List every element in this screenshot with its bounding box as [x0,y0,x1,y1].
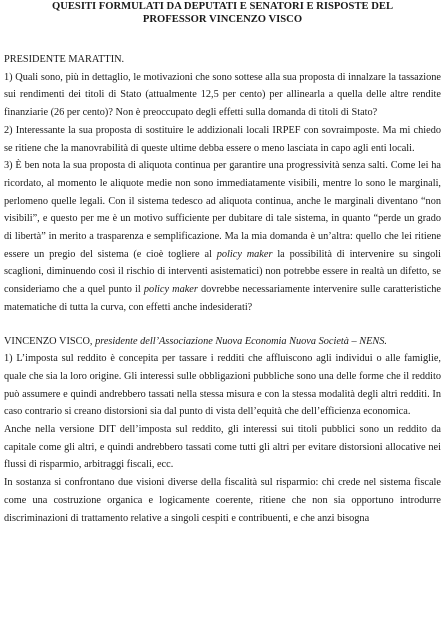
question-1: 1) Quali sono, più in dettaglio, le motivazioni che sono sottese alla sua proposta di innalzare la tassazione sui rendimenti dei titoli di Stato (attualmente 12,5 per cento) per allinearla a quella delle altre rendite finanziarie (26 per cento)? Non è preoccupato degli effetti sulla domanda di titoli di Stato? [4,71,441,119]
document-page [4,0,441,632]
speaker-visco-role: presidente dell’Associazione Nuova Economia Nuova Società – NENS. [95,335,387,347]
document-title [4,0,441,26]
question-3-part-c: dovrebbe necessariamente intervenire sulle caratteristiche matematiche di tutta la curva, con effetti anche indesiderati? [4,284,441,313]
speaker-visco: VINCENZO VISCO, [4,335,93,347]
policy-maker-term-2: policy maker [143,284,198,296]
question-3-part-a: 3) È ben nota la sua proposta di aliquota continua per garantire una progressività senza salti. Come lei ha ricordato, al momento le aliquote medie non sono immediatamente visibili, mentre lo sono le marginali, perlomeno quelle legali. Con il sistema tedesco ad aliquota continua, anche le marginali diventano “non visibili”, e questo per me è un motivo sufficiente per dubitare di tale sistema, in quanto “perde un grado di libertà” in merito a trasparenza e semplificazione. Ma la mia domanda è un’altra: quello che lei ritiene essere un pregio del sistema (e cioè togliere al [4,160,441,260]
question-3 [4,157,441,316]
policy-maker-term-1: policy maker [216,248,273,260]
answer-1: 1) L’imposta sul reddito è concepita per tassare i redditi che affluiscono agli individui o alle famiglie, quale che sia la loro origine. Gli interessi sulle obbligazioni pubbliche sono una delle forme che il reddito può assumere e quindi andrebbero tassati nella stessa misura e con la stessa modalità degli altri redditi. In caso contrario si creano distorsioni sia dal punto di vista dell’equità che dell’efficienza economica. [4,353,441,418]
question-3-part-b: la possibilità di intervenire su singoli scaglioni, diminuendo così il rischio di interventi asistematici) non potrebbe essere in realtà un difetto, se consideriamo che a quel punto il [4,248,441,296]
answer-3: In sostanza si confrontano due visioni diverse della fiscalità sul risparmio: chi crede nel sistema fiscale come una costruzione organica e logicamente coerente, ritiene che non sia opportuno introdurre discriminazioni di trattamento relative a singoli cespiti e contribuenti, e che anzi bisogna [4,477,441,524]
speaker-visco-heading [4,333,441,351]
question-2: 2) Interessante la sua proposta di sostituire le addizionali locali IRPEF con sovraimposte. Ma mi chiedo se ritiene che la manovrabilità di queste ultime debba essere o meno lasciata in capo agli enti locali. [4,124,441,154]
title-line-2: PROFESSOR VINCENZO VISCO [142,13,303,25]
title-line-1: QUESITI FORMULATI DA DEPUTATI E SENATORI E RISPOSTE DEL [51,1,394,12]
speaker-marattin: PRESIDENTE MARATTIN. [4,54,125,65]
answer-2: Anche nella versione DIT dell’imposta sul reddito, gli interessi sui titoli pubblici sono un reddito da capitale come gli altri, e quindi andrebbero tassati come tutti gli altri per evitare distorsioni allocative nei flussi di risparmio, arbitraggi fiscali, ecc. [4,424,441,471]
